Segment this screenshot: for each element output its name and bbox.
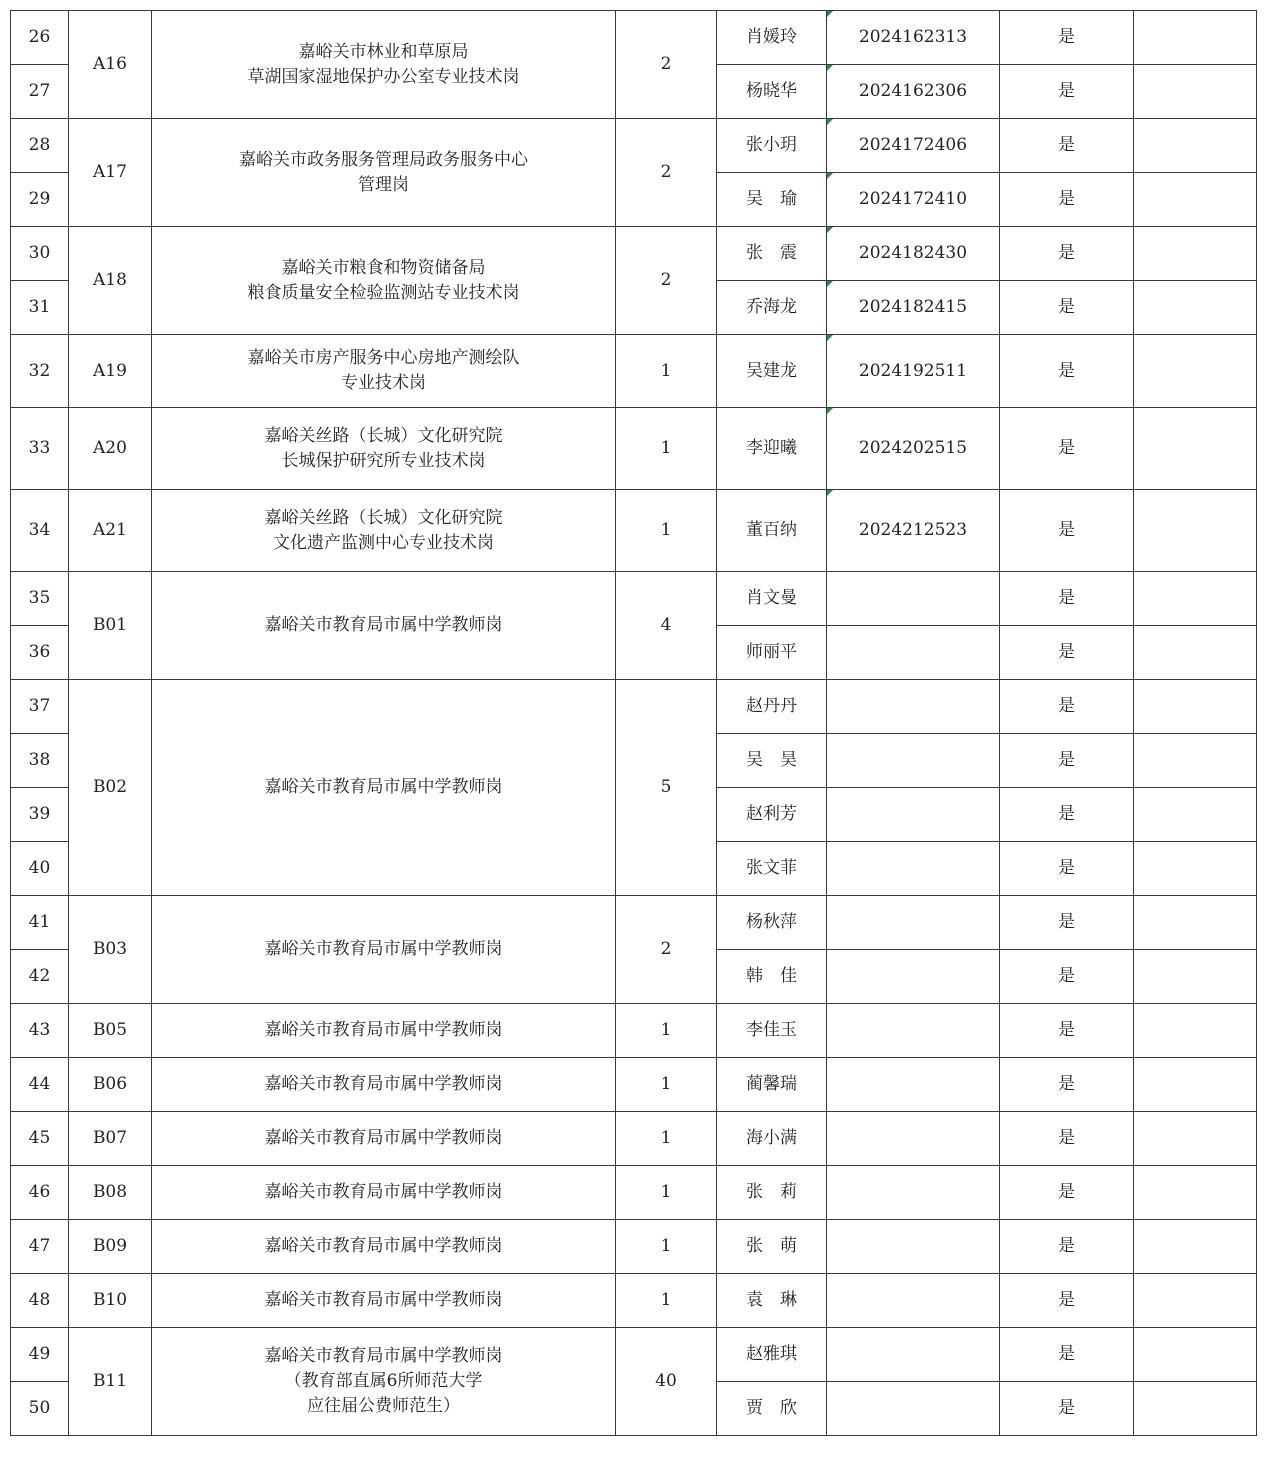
post-name-cell [152, 335, 616, 408]
post-name-cell [152, 227, 616, 335]
hired-status-cell: 是 [1000, 626, 1134, 680]
hired-status-cell: 是 [1000, 227, 1134, 281]
candidate-name-cell: 董百纳 [717, 490, 827, 572]
post-code-cell: B06 [69, 1058, 152, 1112]
post-code-cell: B02 [69, 680, 152, 896]
exam-number-cell: 2024212523 [827, 490, 1000, 572]
candidate-name-cell: 吴 瑜 [717, 173, 827, 227]
planned-count-cell: 1 [616, 1220, 717, 1274]
candidate-name-cell: 乔海龙 [717, 281, 827, 335]
hired-status-cell: 是 [1000, 1112, 1134, 1166]
planned-count-cell: 1 [616, 408, 717, 490]
hired-status-cell: 是 [1000, 1328, 1134, 1382]
table-row [11, 11, 1257, 65]
table-row [11, 408, 1257, 490]
post-name-line: 专业技术岗 [341, 373, 426, 393]
post-code-cell: B08 [69, 1166, 152, 1220]
remarks-cell [1134, 896, 1257, 950]
remarks-cell [1134, 572, 1257, 626]
post-name-line: 粮食质量安全检验监测站专业技术岗 [247, 282, 520, 303]
post-name-cell [152, 119, 616, 227]
candidate-name-cell: 吴 昊 [717, 734, 827, 788]
post-name-cell [152, 572, 616, 680]
post-code-cell: A16 [69, 11, 152, 119]
post-name-line: 长城保护研究所专业技术岗 [281, 450, 486, 471]
exam-number-cell [827, 1382, 1000, 1436]
table-row [11, 227, 1257, 281]
remarks-cell [1134, 335, 1257, 408]
exam-number-cell [827, 572, 1000, 626]
hired-status-cell: 是 [1000, 281, 1134, 335]
row-number-cell: 27 [11, 65, 69, 119]
candidate-name-cell: 杨秋萍 [717, 896, 827, 950]
hired-status-cell: 是 [1000, 1166, 1134, 1220]
exam-number-cell: 2024162306 [827, 65, 1000, 119]
row-number-cell: 41 [11, 896, 69, 950]
hired-status-cell: 是 [1000, 842, 1134, 896]
candidate-name-cell: 李佳玉 [717, 1004, 827, 1058]
table-row [11, 1166, 1257, 1220]
exam-number-cell: 2024162313 [827, 11, 1000, 65]
planned-count-cell: 1 [616, 1004, 717, 1058]
post-name-cell [152, 1112, 616, 1166]
row-number-cell: 37 [11, 680, 69, 734]
post-name-line: 嘉峪关市教育局市属中学教师岗 [264, 615, 503, 635]
exam-number-cell: 2024202515 [827, 408, 1000, 490]
hiring-list-table [10, 10, 1257, 1436]
candidate-name-cell: 杨晓华 [717, 65, 827, 119]
candidate-name-cell: 赵雅琪 [717, 1328, 827, 1382]
hired-status-cell: 是 [1000, 408, 1134, 490]
post-name-line: （教育部直属6所师范大学 [284, 1371, 483, 1391]
row-number-cell: 47 [11, 1220, 69, 1274]
candidate-name-cell: 张 震 [717, 227, 827, 281]
remarks-cell [1134, 408, 1257, 490]
planned-count-cell: 1 [616, 335, 717, 408]
remarks-cell [1134, 227, 1257, 281]
hired-status-cell: 是 [1000, 11, 1134, 65]
post-name-line: 嘉峪关市教育局市属中学教师岗 [264, 939, 503, 959]
candidate-name-cell: 张 萌 [717, 1220, 827, 1274]
row-number-cell: 46 [11, 1166, 69, 1220]
exam-number-cell: 2024172410 [827, 173, 1000, 227]
table-row [11, 490, 1257, 572]
exam-number-cell [827, 896, 1000, 950]
table-row [11, 680, 1257, 734]
remarks-cell [1134, 950, 1257, 1004]
post-code-cell: B10 [69, 1274, 152, 1328]
post-name-line: 管理岗 [358, 174, 409, 195]
post-name-cell [152, 896, 616, 1004]
candidate-name-cell: 张 莉 [717, 1166, 827, 1220]
remarks-cell [1134, 842, 1257, 896]
table-body [11, 11, 1257, 1436]
row-number-cell: 29 [11, 173, 69, 227]
post-name-line: 应往届公费师范生） [307, 1396, 460, 1416]
hired-status-cell: 是 [1000, 119, 1134, 173]
planned-count-cell: 1 [616, 1166, 717, 1220]
post-name-cell [152, 1166, 616, 1220]
post-name-cell [152, 11, 616, 119]
planned-count-cell: 4 [616, 572, 717, 680]
hired-status-cell: 是 [1000, 335, 1134, 408]
candidate-name-cell: 师丽平 [717, 626, 827, 680]
candidate-name-cell: 吴建龙 [717, 335, 827, 408]
row-number-cell: 42 [11, 950, 69, 1004]
exam-number-cell: 2024182430 [827, 227, 1000, 281]
post-name-line: 草湖国家湿地保护办公室专业技术岗 [247, 66, 520, 87]
remarks-cell [1134, 1112, 1257, 1166]
exam-number-cell [827, 1166, 1000, 1220]
hired-status-cell: 是 [1000, 896, 1134, 950]
table-row [11, 1112, 1257, 1166]
exam-number-cell [827, 1220, 1000, 1274]
post-name-cell [152, 1220, 616, 1274]
post-name-cell [152, 1058, 616, 1112]
post-name-line: 嘉峪关市教育局市属中学教师岗 [264, 1290, 503, 1310]
planned-count-cell: 2 [616, 227, 717, 335]
row-number-cell: 49 [11, 1328, 69, 1382]
planned-count-cell: 1 [616, 1058, 717, 1112]
hired-status-cell: 是 [1000, 1382, 1134, 1436]
table-row [11, 1004, 1257, 1058]
page-bottom-margin [10, 1440, 1256, 1462]
post-code-cell: A21 [69, 490, 152, 572]
table-row [11, 896, 1257, 950]
post-code-cell: B11 [69, 1328, 152, 1436]
row-number-cell: 39 [11, 788, 69, 842]
post-name-cell [152, 680, 616, 896]
hired-status-cell: 是 [1000, 788, 1134, 842]
post-name-line: 文化遗产监测中心专业技术岗 [273, 532, 494, 553]
post-name-line: 嘉峪关市教育局市属中学教师岗 [264, 1236, 503, 1256]
exam-number-cell: 2024182415 [827, 281, 1000, 335]
post-name-line: 嘉峪关市房产服务中心房地产测绘队 [247, 348, 520, 368]
table-row [11, 1328, 1257, 1382]
planned-count-cell: 40 [616, 1328, 717, 1436]
post-code-cell: B07 [69, 1112, 152, 1166]
post-code-cell: B05 [69, 1004, 152, 1058]
post-name-line: 嘉峪关市林业和草原局 [298, 41, 469, 62]
post-name-line: 嘉峪关市教育局市属中学教师岗 [264, 1074, 503, 1094]
post-name-line: 嘉峪关市教育局市属中学教师岗 [264, 1020, 503, 1040]
hired-status-cell: 是 [1000, 1220, 1134, 1274]
remarks-cell [1134, 1274, 1257, 1328]
planned-count-cell: 2 [616, 896, 717, 1004]
row-number-cell: 44 [11, 1058, 69, 1112]
remarks-cell [1134, 119, 1257, 173]
hired-status-cell: 是 [1000, 950, 1134, 1004]
candidate-name-cell: 贾 欣 [717, 1382, 827, 1436]
remarks-cell [1134, 490, 1257, 572]
remarks-cell [1134, 1004, 1257, 1058]
candidate-name-cell: 赵丹丹 [717, 680, 827, 734]
hired-status-cell: 是 [1000, 572, 1134, 626]
remarks-cell [1134, 1166, 1257, 1220]
exam-number-cell [827, 680, 1000, 734]
post-name-line: 嘉峪关市政务服务管理局政务服务中心 [239, 149, 528, 170]
row-number-cell: 43 [11, 1004, 69, 1058]
planned-count-cell: 1 [616, 1274, 717, 1328]
hired-status-cell: 是 [1000, 734, 1134, 788]
hired-status-cell: 是 [1000, 65, 1134, 119]
post-name-line: 嘉峪关市教育局市属中学教师岗 [264, 1182, 503, 1202]
row-number-cell: 45 [11, 1112, 69, 1166]
hired-status-cell: 是 [1000, 1058, 1134, 1112]
remarks-cell [1134, 1220, 1257, 1274]
planned-count-cell: 1 [616, 1112, 717, 1166]
hired-status-cell: 是 [1000, 173, 1134, 227]
remarks-cell [1134, 65, 1257, 119]
post-name-cell [152, 1274, 616, 1328]
table-row [11, 119, 1257, 173]
post-code-cell: A18 [69, 227, 152, 335]
post-name-line: 嘉峪关市教育局市属中学教师岗 [264, 777, 503, 797]
exam-number-cell [827, 1274, 1000, 1328]
table-row [11, 1274, 1257, 1328]
planned-count-cell: 2 [616, 119, 717, 227]
planned-count-cell: 5 [616, 680, 717, 896]
remarks-cell [1134, 788, 1257, 842]
row-number-cell: 30 [11, 227, 69, 281]
exam-number-cell [827, 1004, 1000, 1058]
hired-status-cell: 是 [1000, 1274, 1134, 1328]
candidate-name-cell: 袁 琳 [717, 1274, 827, 1328]
remarks-cell [1134, 173, 1257, 227]
table-row [11, 335, 1257, 408]
row-number-cell: 36 [11, 626, 69, 680]
row-number-cell: 26 [11, 11, 69, 65]
candidate-name-cell: 赵利芳 [717, 788, 827, 842]
remarks-cell [1134, 626, 1257, 680]
remarks-cell [1134, 734, 1257, 788]
candidate-name-cell: 蔺馨瑞 [717, 1058, 827, 1112]
exam-number-cell: 2024192511 [827, 335, 1000, 408]
candidate-name-cell: 张小玥 [717, 119, 827, 173]
exam-number-cell [827, 950, 1000, 1004]
table-row [11, 572, 1257, 626]
exam-number-cell [827, 788, 1000, 842]
post-name-line: 嘉峪关市教育局市属中学教师岗 [264, 1346, 503, 1366]
planned-count-cell: 2 [616, 11, 717, 119]
post-code-cell: B01 [69, 572, 152, 680]
candidate-name-cell: 海小满 [717, 1112, 827, 1166]
row-number-cell: 38 [11, 734, 69, 788]
candidate-name-cell: 肖媛玲 [717, 11, 827, 65]
row-number-cell: 40 [11, 842, 69, 896]
post-name-line: 嘉峪关丝路（长城）文化研究院 [264, 425, 503, 446]
hired-status-cell: 是 [1000, 680, 1134, 734]
post-name-line: 嘉峪关市教育局市属中学教师岗 [264, 1128, 503, 1148]
post-code-cell: A17 [69, 119, 152, 227]
row-number-cell: 31 [11, 281, 69, 335]
row-number-cell: 33 [11, 408, 69, 490]
row-number-cell: 35 [11, 572, 69, 626]
table-row [11, 1220, 1257, 1274]
row-number-cell: 50 [11, 1382, 69, 1436]
candidate-name-cell: 李迎曦 [717, 408, 827, 490]
post-name-line: 嘉峪关市粮食和物资储备局 [281, 257, 486, 278]
exam-number-cell [827, 1058, 1000, 1112]
table-row [11, 1058, 1257, 1112]
post-code-cell: A19 [69, 335, 152, 408]
exam-number-cell [827, 842, 1000, 896]
exam-number-cell [827, 1328, 1000, 1382]
planned-count-cell: 1 [616, 490, 717, 572]
row-number-cell: 34 [11, 490, 69, 572]
hired-status-cell: 是 [1000, 1004, 1134, 1058]
candidate-name-cell: 张文菲 [717, 842, 827, 896]
row-number-cell: 28 [11, 119, 69, 173]
remarks-cell [1134, 1328, 1257, 1382]
post-code-cell: B09 [69, 1220, 152, 1274]
row-number-cell: 48 [11, 1274, 69, 1328]
exam-number-cell [827, 734, 1000, 788]
post-name-cell [152, 408, 616, 490]
exam-number-cell [827, 626, 1000, 680]
candidate-name-cell: 肖文曼 [717, 572, 827, 626]
remarks-cell [1134, 1382, 1257, 1436]
post-code-cell: A20 [69, 408, 152, 490]
remarks-cell [1134, 1058, 1257, 1112]
hired-status-cell: 是 [1000, 490, 1134, 572]
post-name-cell [152, 1328, 616, 1436]
post-name-line: 嘉峪关丝路（长城）文化研究院 [264, 507, 503, 528]
post-code-cell: B03 [69, 896, 152, 1004]
remarks-cell [1134, 281, 1257, 335]
exam-number-cell [827, 1112, 1000, 1166]
remarks-cell [1134, 680, 1257, 734]
post-name-cell [152, 490, 616, 572]
candidate-name-cell: 韩 佳 [717, 950, 827, 1004]
remarks-cell [1134, 11, 1257, 65]
exam-number-cell: 2024172406 [827, 119, 1000, 173]
post-name-cell [152, 1004, 616, 1058]
row-number-cell: 32 [11, 335, 69, 408]
